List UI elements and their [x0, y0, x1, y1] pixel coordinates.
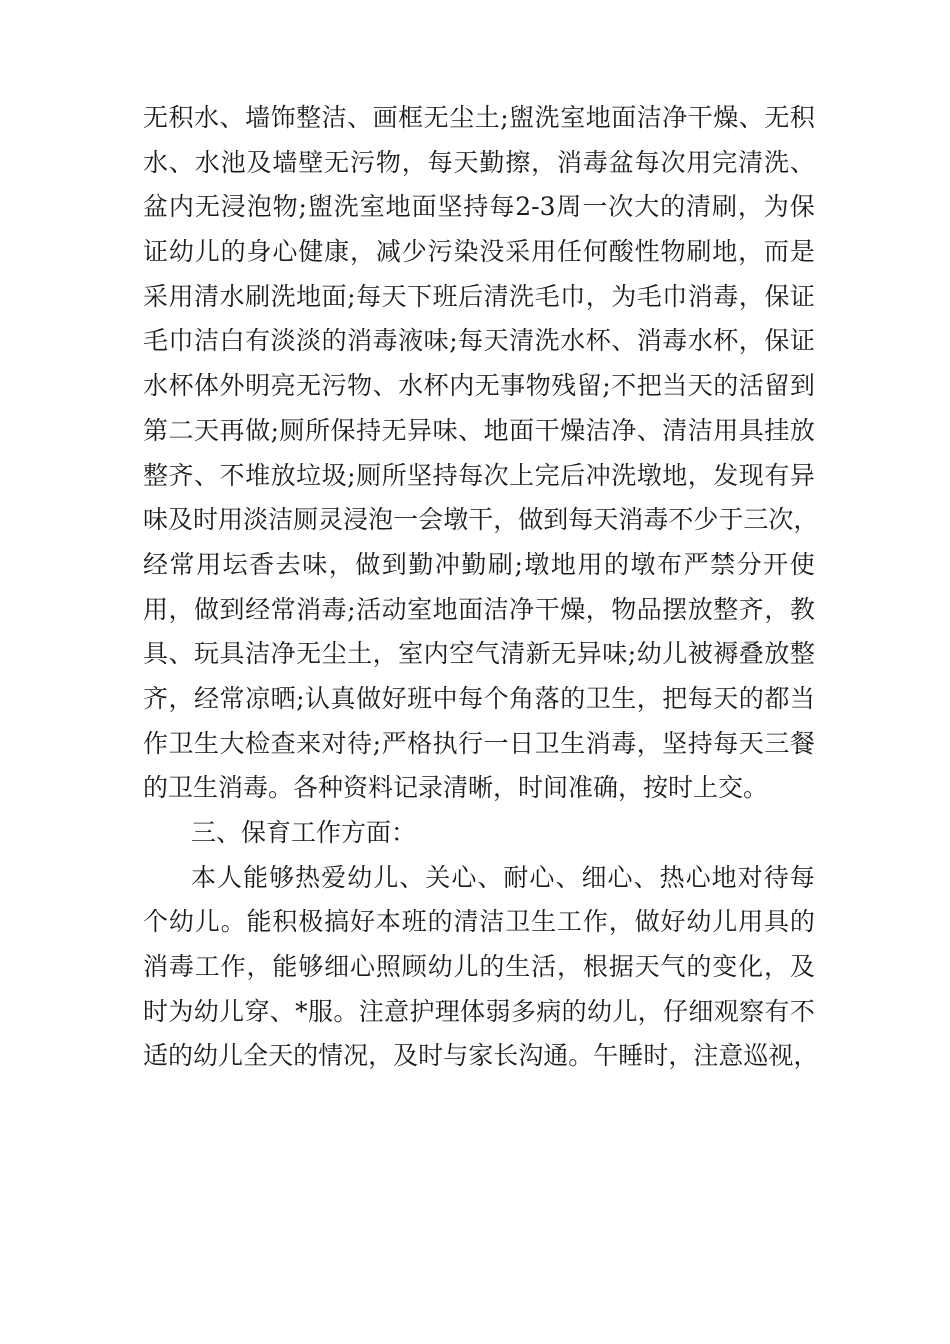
- text-line: 整 齐 、 不 堆 放 垃 圾 ; 厕 所 坚 持 每 次 上 完 后 冲 洗 墩 地 ， 发 现 有 异: [143, 460, 815, 490]
- section-heading: 三、保育工作方面：: [191, 818, 417, 847]
- text-line: 盆 内 无 浸 泡 物 ; 盥 洗 室 地 面 坚 持 每 2-3 周 一 次 大 的 清 刷 ， 为 保: [143, 192, 815, 222]
- text-line: 的卫生消毒。各种资料记录清晰，时间准确，按时上交。: [143, 773, 769, 803]
- text-line: 第 二 天 再 做 ; 厕 所 保 持 无 异 味 、 地 面 干 燥 洁 净 、 清 洁 用 具 挂 放: [143, 415, 815, 445]
- text-line: 消 毒 工 作 ， 能 够 细 心 照 顾 幼 儿 的 生 活 ， 根 据 天 气 的 变 化 ， 及: [143, 952, 815, 982]
- text-line: 适 的 幼 儿 全 天 的 情 况 ， 及 时 与 家 长 沟 通 。 午 睡 时 ， 注 意 巡 视 ，: [143, 1041, 819, 1071]
- text-line: 经 常 用 坛 香 去 味 ， 做 到 勤 冲 勤 刷 ; 墩 地 用 的 墩 布 严 禁 分 开 使: [143, 549, 815, 579]
- text-line: 水 、 水 池 及 墙 壁 无 污 物 ， 每 天 勤 擦 ， 消 毒 盆 每 次 用 完 清 洗 、: [143, 147, 815, 177]
- body-text: [143, 96, 819, 1079]
- text-line: 采 用 清 水 刷 洗 地 面 ; 每 天 下 班 后 清 洗 毛 巾 ， 为 毛 巾 消 毒 ， 保 证: [143, 281, 815, 311]
- text-line: 无 积 水 、 墙 饰 整 洁 、 画 框 无 尘 土 ; 盥 洗 室 地 面 洁 净 干 燥 、 无 积: [143, 103, 815, 132]
- text-line: 作 卫 生 大 检 查 来 对 待 ; 严 格 执 行 一 日 卫 生 消 毒 ， 坚 持 每 天 三 餐: [143, 728, 815, 758]
- text-line: 本 人 能 够 热 爱 幼 儿 、 关 心 、 耐 心 、 细 心 、 热 心 地 对 待 每: [191, 862, 815, 892]
- text-line: 齐 ， 经 常 凉 晒 ; 认 真 做 好 班 中 每 个 角 落 的 卫 生 ， 把 每 天 的 都 当: [143, 683, 815, 713]
- text-line: 用 ， 做 到 经 常 消 毒 ; 活 动 室 地 面 洁 净 干 燥 ， 物 品 摆 放 整 齐 ， 教: [143, 594, 815, 624]
- text-line: 具 、 玩 具 洁 净 无 尘 土 ， 室 内 空 气 清 新 无 异 味 ; 幼 儿 被 褥 叠 放 整: [143, 639, 815, 669]
- text-line: 水 杯 体 外 明 亮 无 污 物 、 水 杯 内 无 事 物 残 留 ; 不 把 当 天 的 活 留 到: [143, 371, 815, 401]
- text-line: 毛 巾 洁 白 有 淡 淡 的 消 毒 液 味 ; 每 天 清 洗 水 杯 、 消 毒 水 杯 ， 保 证: [143, 326, 815, 356]
- text-line: 证 幼 儿 的 身 心 健 康 ， 减 少 污 染 没 采 用 任 何 酸 性 物 刷 地 ， 而 是: [143, 237, 815, 267]
- text-line: 个 幼 儿 。 能 积 极 搞 好 本 班 的 清 洁 卫 生 工 作 ， 做 好 幼 儿 用 具 的: [143, 907, 815, 937]
- text-line: 时 为 幼 儿 穿 、 * 服 。 注 意 护 理 体 弱 多 病 的 幼 儿 ， 仔 细 观 察 有 不: [143, 996, 815, 1026]
- text-line: 味 及 时 用 淡 洁 厕 灵 浸 泡 一 会 墩 干 ， 做 到 每 天 消 毒 不 少 于 三 次 ，: [143, 505, 819, 535]
